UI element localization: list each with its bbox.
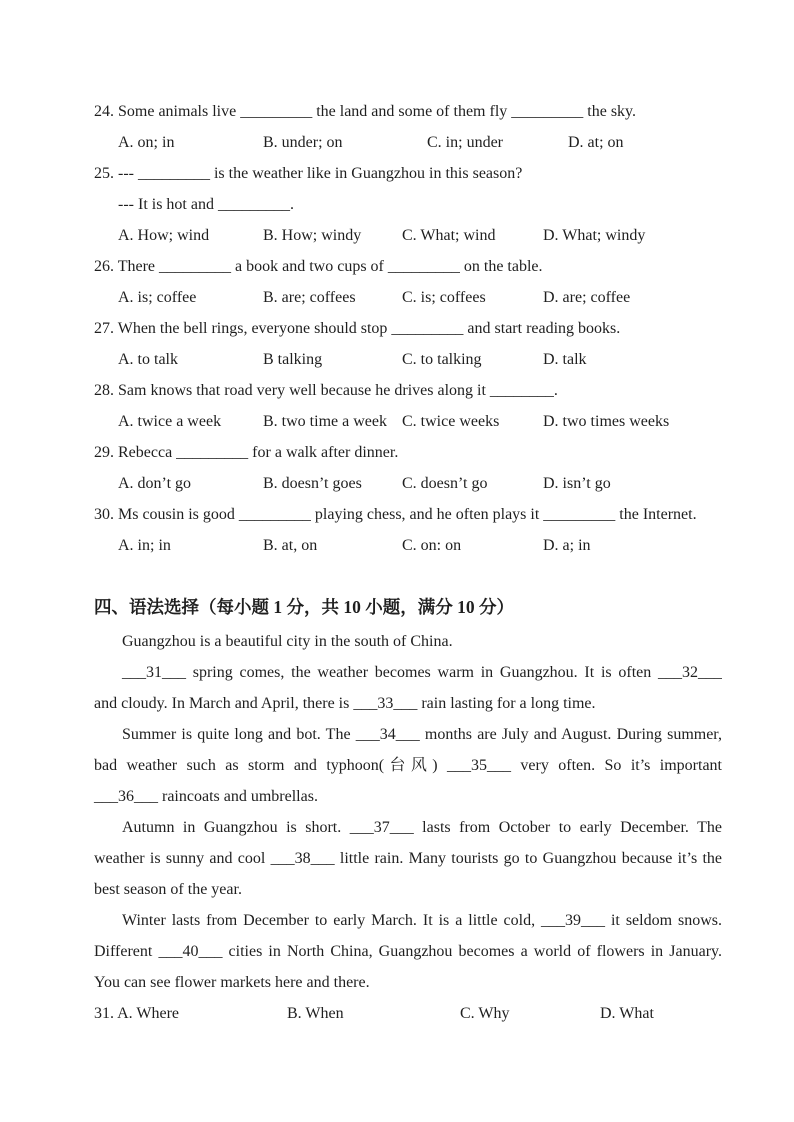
option-b: B talking: [263, 351, 323, 368]
passage-line: Guangzhou is a beautiful city in the south of China.: [122, 633, 453, 650]
option-d: D. two times weeks: [543, 413, 670, 430]
question-28-options: [94, 406, 722, 437]
option-a: 31. A. Where: [94, 1005, 180, 1022]
option-c: C. What; wind: [402, 227, 496, 244]
option-c: C. twice weeks: [402, 413, 500, 430]
option-d: D. are; coffee: [543, 289, 631, 306]
option-c: C. is; coffees: [402, 289, 486, 306]
question-24-stem: 24. Some animals live _________ the land and some of them fly _________ the sky.: [94, 103, 636, 120]
passage-line: best season of the year.: [94, 881, 242, 898]
option-c: C. to talking: [402, 351, 482, 368]
exam-page: [94, 96, 722, 1029]
option-d: D. What: [600, 1005, 654, 1022]
option-c: C. in; under: [427, 134, 503, 151]
option-d: D. What; windy: [543, 227, 646, 244]
option-a: A. How; wind: [118, 227, 210, 244]
passage-line: Winter lasts from December to early March. It is a little cold, ___39___ it seldom snows.: [122, 912, 722, 929]
option-a: A. twice a week: [118, 413, 222, 430]
question-27-stem: 27. When the bell rings, everyone should stop _________ and start reading books.: [94, 320, 621, 337]
question-28-stem: 28. Sam knows that road very well because he drives along it ________.: [94, 382, 558, 399]
option-c: C. on: on: [402, 537, 462, 554]
passage-line: and cloudy. In March and April, there is ___33___ rain lasting for a long time.: [94, 695, 596, 712]
option-a: A. to talk: [118, 351, 178, 368]
option-a: A. in; in: [118, 537, 171, 554]
question-27-options: [94, 344, 722, 375]
option-b: B. When: [287, 1005, 344, 1022]
passage-line: weather is sunny and cool ___38___ little rain. Many tourists go to Guangzhou because it’s the: [94, 850, 722, 867]
question-29-stem: 29. Rebecca _________ for a walk after dinner.: [94, 444, 399, 461]
option-a: A. on; in: [118, 134, 175, 151]
passage-line: Summer is quite long and bot. The ___34___ months are July and August. During summer,: [122, 726, 722, 743]
passage-line: ___31___ spring comes, the weather becomes warm in Guangzhou. It is often ___32___: [122, 664, 722, 681]
passage-line: You can see flower markets here and there.: [94, 974, 370, 991]
option-d: D. at; on: [568, 134, 624, 151]
section-heading: 四、语法选择（每小题 1 分，共 10 小题，满分 10 分）: [94, 597, 514, 617]
option-b: B. under; on: [263, 134, 343, 151]
question-25-options: [94, 220, 722, 251]
passage-line: Autumn in Guangzhou is short. ___37___ lasts from October to early December. The: [122, 819, 722, 836]
question-29-options: [94, 468, 722, 499]
question-25-stem: 25. --- _________ is the weather like in Guangzhou in this season?: [94, 165, 523, 182]
option-d: D. talk: [543, 351, 587, 368]
question-24-options: [94, 127, 722, 158]
option-d: D. a; in: [543, 537, 591, 554]
option-b: B. How; windy: [263, 227, 362, 244]
option-b: B. doesn’t goes: [263, 475, 362, 492]
passage-line: ___36___ raincoats and umbrellas.: [94, 788, 318, 805]
passage-line: bad weather such as storm and typhoon(台风) ___35___ very often. So it’s important: [94, 757, 722, 774]
question-26-stem: 26. There _________ a book and two cups of _________ on the table.: [94, 258, 543, 275]
option-a: A. is; coffee: [118, 289, 197, 306]
question-25-stem-line2: --- It is hot and _________.: [118, 196, 294, 213]
question-30-options: [94, 530, 722, 561]
option-c: C. Why: [460, 1005, 510, 1022]
passage-line: Different ___40___ cities in North China, Guangzhou becomes a world of flowers in January.: [94, 943, 722, 960]
question-26-options: [94, 282, 722, 313]
option-b: B. are; coffees: [263, 289, 356, 306]
question-31-options: [94, 998, 722, 1029]
question-30-stem: 30. Ms cousin is good _________ playing chess, and he often plays it _________ the Internet.: [94, 506, 697, 523]
option-c: C. doesn’t go: [402, 475, 488, 492]
cloze-passage: [94, 626, 722, 998]
option-d: D. isn’t go: [543, 475, 611, 492]
option-b: B. at, on: [263, 537, 318, 554]
option-b: B. two time a week: [263, 413, 387, 430]
option-a: A. don’t go: [118, 475, 192, 492]
